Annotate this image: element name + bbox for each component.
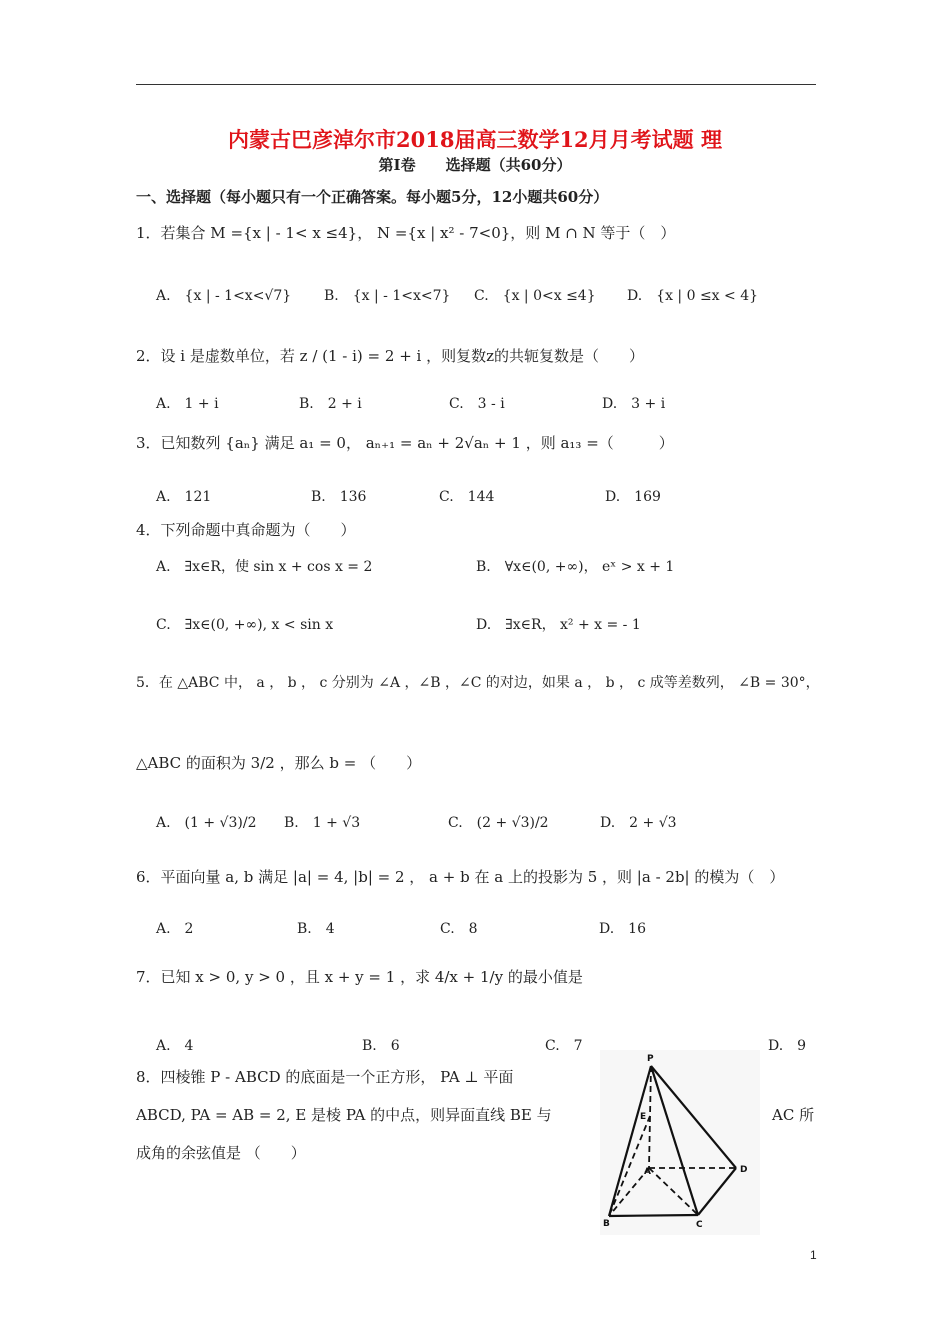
- question-5-option-c: C. (2 + √3)/2: [448, 815, 549, 831]
- question-6-option-a: A. 2: [156, 921, 194, 937]
- question-3-option-d: D. 169: [605, 489, 661, 505]
- question-6-stem: 6．平面向量 a, b 满足 |a| = 4, |b| = 2 ， a + b 在 a 上的投影为 5 ，则 |a - 2b| 的模为（ ）: [136, 868, 785, 886]
- section-heading: 一、选择题（每小题只有一个正确答案。每小题5分，12小题共60分）: [136, 188, 609, 206]
- question-2-option-c: C. 3 - i: [449, 396, 505, 412]
- question-3-option-c: C. 144: [439, 489, 495, 505]
- question-2-stem: 2．设 i 是虚数单位，若 z / (1 - i) = 2 + i ，则复数z的共轭复数是（ ）: [136, 347, 645, 365]
- question-1-option-b: B. {x | - 1<x<7}: [324, 288, 451, 304]
- label-E: E: [640, 1112, 647, 1122]
- question-5-stem: 5．在 △ABC 中， a ， b ， c 分别为 ∠A ，∠B ，∠C 的对边，如果 a ， b ， c 成等差数列， ∠B = 30°，: [136, 675, 820, 691]
- header-rule: [136, 84, 816, 85]
- question-7-stem: 7．已知 x > 0, y > 0 ，且 x + y = 1 ，求 4/x + 1/y 的最小值是: [136, 968, 583, 986]
- question-5-option-d: D. 2 + √3: [600, 815, 677, 831]
- question-5-stem-continued: △ABC 的面积为 3/2 ，那么 b = （ ）: [136, 754, 422, 772]
- question-6-option-d: D. 16: [599, 921, 646, 937]
- question-1-stem: 1．若集合 M ={x | - 1< x ≤4}， N ={x | x² - 7<0}，则 M ∩ N 等于（ ）: [136, 224, 676, 242]
- label-P: P: [647, 1054, 654, 1064]
- question-1-option-a: A. {x | - 1<x<√7}: [156, 288, 292, 304]
- label-B: B: [603, 1219, 610, 1229]
- question-6-option-b: B. 4: [297, 921, 335, 937]
- question-2-option-d: D. 3 + i: [602, 396, 666, 412]
- question-8-line-1: 8．四棱锥 P - ABCD 的底面是一个正方形， PA ⊥ 平面: [136, 1068, 514, 1086]
- question-7-option-c: C. 7: [545, 1038, 583, 1054]
- question-4-option-a: A. ∃x∈R，使 sin x + cos x = 2: [156, 559, 373, 575]
- label-A: A: [644, 1167, 651, 1177]
- question-7-option-b: B. 6: [362, 1038, 400, 1054]
- question-7-option-a: A. 4: [156, 1038, 194, 1054]
- question-2-option-a: A. 1 + i: [156, 396, 219, 412]
- question-8-line-2-end: AC 所: [772, 1106, 815, 1124]
- edge-BC: [609, 1215, 698, 1216]
- question-8-line-2: ABCD, PA = AB = 2, E 是棱 PA 的中点，则异面直线 BE 与: [136, 1106, 552, 1124]
- question-1-option-d: D. {x | 0 ≤x < 4}: [627, 288, 759, 304]
- part-heading: 第Ⅰ卷 选择题（共60分）: [378, 156, 572, 174]
- question-5-option-a: A. (1 + √3)/2: [156, 815, 257, 831]
- label-C: C: [696, 1220, 703, 1230]
- question-3-option-a: A. 121: [156, 489, 212, 505]
- question-5-option-b: B. 1 + √3: [284, 815, 361, 831]
- question-4-option-c: C. ∃x∈(0, +∞), x < sin x: [156, 617, 334, 633]
- page-number: 1: [810, 1248, 817, 1262]
- pyramid-figure: [600, 1050, 760, 1235]
- question-2-option-b: B. 2 + i: [299, 396, 362, 412]
- question-1-option-c: C. {x | 0<x ≤4}: [474, 288, 596, 304]
- question-7-option-d: D. 9: [768, 1038, 807, 1054]
- document-title: 内蒙古巴彦淖尔市2018届高三数学12月月考试题 理: [228, 127, 722, 152]
- question-6-option-c: C. 8: [440, 921, 478, 937]
- question-4-option-b: B. ∀x∈(0, +∞)， eˣ > x + 1: [476, 559, 675, 575]
- question-3-option-b: B. 136: [311, 489, 367, 505]
- question-4-stem: 4．下列命题中真命题为（ ）: [136, 521, 356, 539]
- question-4-option-d: D. ∃x∈R， x² + x = - 1: [476, 617, 641, 633]
- question-3-stem: 3．已知数列 {aₙ} 满足 a₁ = 0， aₙ₊₁ = aₙ + 2√aₙ + 1 ，则 a₁₃ =（ ）: [136, 434, 674, 452]
- label-D: D: [740, 1165, 748, 1175]
- question-8-line-3: 成角的余弦值是 （ ）: [136, 1144, 306, 1162]
